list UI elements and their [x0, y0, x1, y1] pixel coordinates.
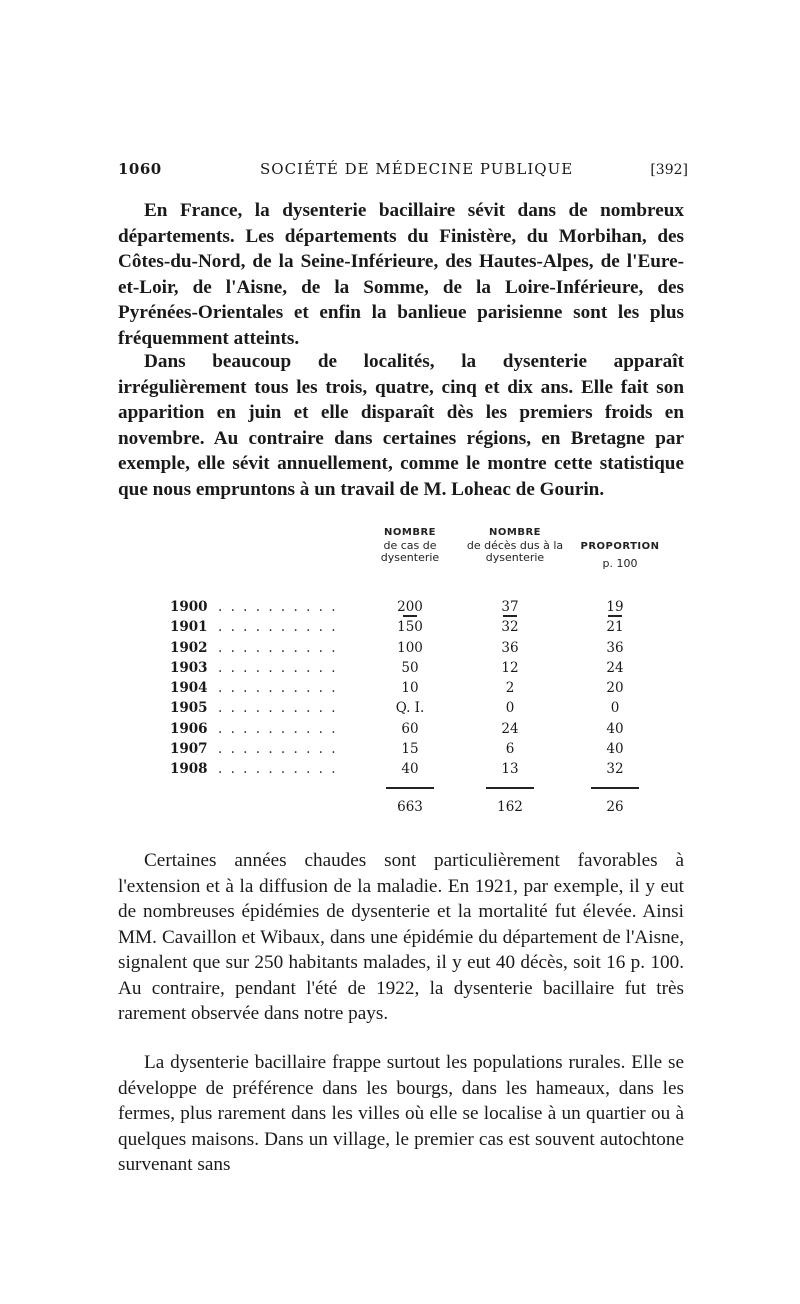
cases-cell: 15 — [401, 741, 419, 758]
cases-cell: Q. I. — [395, 700, 425, 717]
cases-cell: 150 — [397, 619, 423, 636]
leader-dots: . . . . . . . . . . — [218, 599, 338, 615]
year-cell: 1908 — [170, 761, 208, 778]
deaths-cell: 36 — [501, 639, 519, 656]
proportion-cell: 36 — [606, 639, 624, 656]
deaths-cell: 24 — [501, 720, 519, 737]
proportion-cell: 0 — [610, 700, 620, 717]
cases-cell: 100 — [397, 639, 423, 656]
column-header-cases: NOMBRE de cas de dysenterie — [380, 527, 440, 564]
leader-dots: . . . . . . . . . . — [218, 741, 338, 758]
total-rule — [486, 787, 534, 789]
leader-dots: . . . . . . . . . . — [218, 720, 338, 737]
running-header — [118, 160, 688, 184]
cases-cell: 200 — [397, 599, 423, 615]
deaths-cell: 0 — [505, 700, 515, 717]
deaths-cell: 13 — [501, 761, 519, 778]
year-cell: 1904 — [170, 680, 208, 697]
leader-dots: . . . . . . . . . . — [218, 659, 338, 676]
deaths-cell: 32 — [501, 619, 519, 636]
column-header-proportion: PROPORTION p. 100 — [580, 541, 660, 570]
year-cell: 1901 — [170, 619, 208, 636]
column-header-deaths: NOMBRE de décès dus à la dysenterie — [466, 527, 564, 564]
year-cell: 1906 — [170, 720, 208, 737]
proportion-cell: 21 — [606, 619, 624, 636]
year-cell: 1905 — [170, 700, 208, 717]
deaths-cell: 37 — [501, 599, 519, 615]
total-rule — [591, 787, 639, 789]
cases-cell: 10 — [401, 680, 419, 697]
paragraph-2: Dans beaucoup de localités, la dysenterie apparaît irrégulièrement tous les trois, quatre, cinq et dix ans. Elle fait son apparition en juin et elle disparaît dès les premiers froids en novembre. Au contraire dans certaines régions, en Bretagne par exemple, elle sévit annuellement, comme le montre cette statistique que nous empruntons à un travail de M. Loheac de Gourin. — [118, 351, 684, 500]
proportion-cell: 40 — [606, 720, 624, 737]
total-proportion: 26 — [606, 799, 624, 815]
deaths-cell: 12 — [501, 659, 519, 676]
cases-cell: 50 — [401, 659, 419, 676]
leader-dots: . . . . . . . . . . — [218, 619, 338, 636]
paragraph-3: Certaines années chaudes sont particulièrement favorables à l'extension et à la diffusion de la maladie. En 1921, par exemple, il y eut de nombreuses épidémies de dysenterie et la mortalité fut élevée. Ainsi MM. Cavaillon et Wibaux, dans une épidémie du département de l'Aisne, signalent que sur 250 habitants malades, il y eut 40 décès, soit 16 p. 100. Au contraire, pendant l'été de 1922, la dysenterie bacillaire fut très rarement observée dans notre pays. — [118, 850, 684, 1024]
proportion-cell: 40 — [606, 741, 624, 758]
table-row — [170, 599, 640, 619]
proportion-cell: 24 — [606, 659, 624, 676]
year-cell: 1902 — [170, 639, 208, 656]
table-row — [170, 619, 640, 639]
leader-dots: . . . . . . . . . . — [218, 639, 338, 656]
leader-dots: . . . . . . . . . . — [218, 700, 338, 717]
table-row — [170, 660, 640, 680]
bracket-page-ref: [392] — [650, 162, 688, 178]
page-number: 1060 — [118, 160, 162, 178]
journal-title: SOCIÉTÉ DE MÉDECINE PUBLIQUE — [260, 160, 574, 178]
paragraph-1: En France, la dysenterie bacillaire sévit dans de nombreux départements. Les départements du Finistère, du Morbihan, des Côtes-du-Nord, de la Seine-Inférieure, des Hautes-Alpes, de l'Eure-et-Loir, de l'Aisne, de la Somme, de la Loire-Inférieure, des Pyrénées-Orientales et enfin la banlieue parisienne sont les plus fréquemment atteints. — [118, 200, 684, 349]
table-row — [170, 680, 640, 700]
year-cell: 1903 — [170, 659, 208, 676]
total-rule — [386, 787, 434, 789]
year-cell: 1907 — [170, 741, 208, 758]
total-deaths: 162 — [497, 799, 523, 815]
table-row — [170, 761, 640, 781]
table-row — [170, 700, 640, 720]
deaths-cell: 6 — [505, 741, 515, 758]
proportion-cell: 32 — [606, 761, 624, 778]
dysentery-statistics-table — [170, 527, 660, 827]
table-rows — [170, 599, 640, 782]
proportion-cell: 19 — [606, 599, 624, 615]
paragraph-4: La dysenterie bacillaire frappe surtout les populations rurales. Elle se développe de préférence dans les bourgs, dans les hameaux, dans les fermes, plus rarement dans les villes où elle se localise à un quartier ou à quelques maisons. Dans un village, le premier cas est souvent autochtone survenant sans — [118, 1052, 684, 1175]
total-cases: 663 — [397, 799, 423, 815]
table-row — [170, 640, 640, 660]
cases-cell: 60 — [401, 720, 419, 737]
cases-cell: 40 — [401, 761, 419, 778]
year-cell: 1900 — [170, 599, 208, 615]
deaths-cell: 2 — [505, 680, 515, 697]
table-row — [170, 741, 640, 761]
leader-dots: . . . . . . . . . . — [218, 680, 338, 697]
proportion-cell: 20 — [606, 680, 624, 697]
leader-dots: . . . . . . . . . . — [218, 761, 338, 778]
table-row — [170, 721, 640, 741]
